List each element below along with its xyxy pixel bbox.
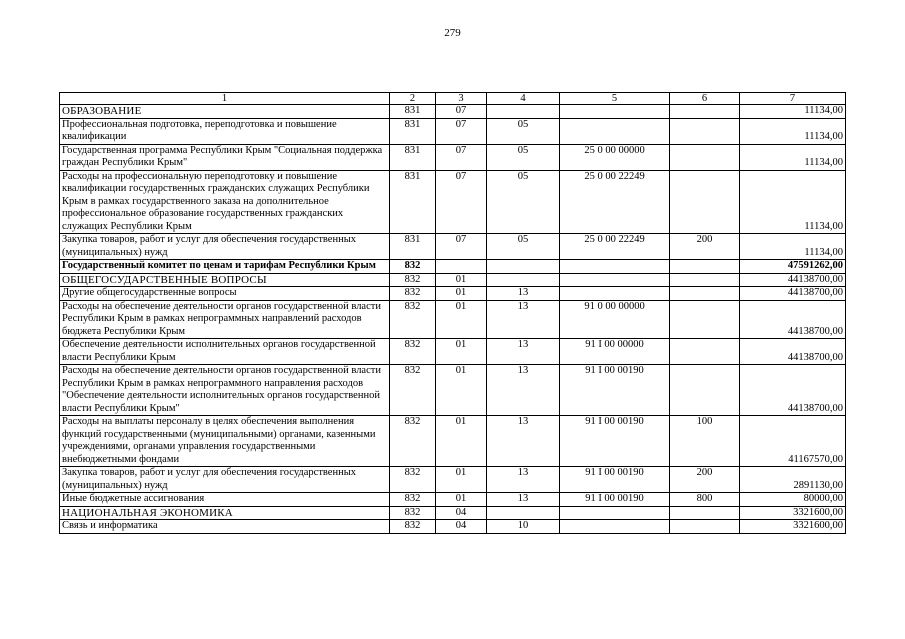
- section-code-cell: 04: [436, 506, 487, 520]
- admin-code-cell: 832: [390, 493, 436, 507]
- table-row: [60, 506, 846, 520]
- subsection-code-cell: 13: [487, 339, 560, 365]
- column-number: 5: [560, 93, 670, 105]
- row-name-cell: Иные бюджетные ассигнования: [60, 493, 390, 507]
- amount-cell: 2891130,00: [740, 467, 846, 493]
- row-name-cell: ОБРАЗОВАНИЕ: [60, 105, 390, 119]
- expense-type-cell: [670, 105, 740, 119]
- target-article-cell: [560, 260, 670, 274]
- amount-cell: 44138700,00: [740, 273, 846, 287]
- target-article-cell: 91 I 00 00190: [560, 365, 670, 416]
- section-code-cell: 01: [436, 273, 487, 287]
- table-row: [60, 300, 846, 339]
- section-code-cell: 07: [436, 105, 487, 119]
- target-article-cell: 91 I 00 00000: [560, 339, 670, 365]
- section-code-cell: [436, 260, 487, 274]
- column-number: 3: [436, 93, 487, 105]
- subsection-code-cell: 10: [487, 520, 560, 534]
- amount-cell: 11134,00: [740, 105, 846, 119]
- amount-cell: 11134,00: [740, 144, 846, 170]
- row-name-cell: Расходы на выплаты персоналу в целях обеспечения выполнения функций государственными (муниципальными) органами, казенными учреждениями, органами управления государственными внебюджетными фондами: [60, 416, 390, 467]
- subsection-code-cell: 05: [487, 144, 560, 170]
- target-article-cell: [560, 506, 670, 520]
- row-name-cell: Расходы на профессиональную переподготовку и повышение квалификации государственных гражданских служащих Республики Крым в рамках государственного заказа на дополнительное профессиональное образование государственных гражданских служащих Республики Крым: [60, 170, 390, 234]
- row-name-cell: Связь и информатика: [60, 520, 390, 534]
- subsection-code-cell: 05: [487, 118, 560, 144]
- row-name-cell: Расходы на обеспечение деятельности органов государственной власти Республики Крым в рамках непрограммного направления расходов "Обеспечение деятельности исполнительных органов государственной власти Республики Крым": [60, 365, 390, 416]
- amount-cell: 44138700,00: [740, 300, 846, 339]
- admin-code-cell: 832: [390, 520, 436, 534]
- row-name-cell: ОБЩЕГОСУДАРСТВЕННЫЕ ВОПРОСЫ: [60, 273, 390, 287]
- expense-type-cell: [670, 520, 740, 534]
- row-name-cell: Другие общегосударственные вопросы: [60, 287, 390, 301]
- table-row: [60, 416, 846, 467]
- subsection-code-cell: 05: [487, 170, 560, 234]
- subsection-code-cell: 13: [487, 287, 560, 301]
- row-name-cell: Расходы на обеспечение деятельности органов государственной власти Республики Крым в рамках непрограммных направлений расходов бюджета Республики Крым: [60, 300, 390, 339]
- expense-type-cell: [670, 287, 740, 301]
- subsection-code-cell: [487, 105, 560, 119]
- expense-type-cell: 200: [670, 234, 740, 260]
- section-code-cell: 01: [436, 365, 487, 416]
- target-article-cell: 91 I 00 00190: [560, 493, 670, 507]
- admin-code-cell: 832: [390, 506, 436, 520]
- target-article-cell: 25 0 00 00000: [560, 144, 670, 170]
- subsection-code-cell: 13: [487, 493, 560, 507]
- subsection-code-cell: 13: [487, 416, 560, 467]
- table-row: [60, 260, 846, 274]
- admin-code-cell: 832: [390, 339, 436, 365]
- expense-type-cell: [670, 506, 740, 520]
- target-article-cell: 91 0 00 00000: [560, 300, 670, 339]
- amount-cell: 3321600,00: [740, 520, 846, 534]
- target-article-cell: [560, 105, 670, 119]
- target-article-cell: 91 I 00 00190: [560, 416, 670, 467]
- amount-cell: 44138700,00: [740, 339, 846, 365]
- target-article-cell: [560, 520, 670, 534]
- subsection-code-cell: [487, 260, 560, 274]
- subsection-code-cell: 05: [487, 234, 560, 260]
- subsection-code-cell: 13: [487, 467, 560, 493]
- section-code-cell: 01: [436, 467, 487, 493]
- admin-code-cell: 831: [390, 118, 436, 144]
- target-article-cell: [560, 273, 670, 287]
- column-number: 1: [60, 93, 390, 105]
- section-code-cell: 01: [436, 416, 487, 467]
- target-article-cell: [560, 118, 670, 144]
- table-row: [60, 287, 846, 301]
- table-row: [60, 273, 846, 287]
- subsection-code-cell: 13: [487, 300, 560, 339]
- admin-code-cell: 832: [390, 300, 436, 339]
- table-row: [60, 234, 846, 260]
- amount-cell: 3321600,00: [740, 506, 846, 520]
- admin-code-cell: 831: [390, 105, 436, 119]
- table-row: [60, 467, 846, 493]
- row-name-cell: Закупка товаров, работ и услуг для обеспечения государственных (муниципальных) нужд: [60, 467, 390, 493]
- admin-code-cell: 832: [390, 287, 436, 301]
- table-row: [60, 170, 846, 234]
- row-name-cell: Государственный комитет по ценам и тарифам Республики Крым: [60, 260, 390, 274]
- expense-type-cell: [670, 118, 740, 144]
- target-article-cell: 25 0 00 22249: [560, 234, 670, 260]
- expense-type-cell: 800: [670, 493, 740, 507]
- subsection-code-cell: [487, 506, 560, 520]
- table-row: [60, 520, 846, 534]
- row-name-cell: Государственная программа Республики Крым "Социальная поддержка граждан Республики Крым": [60, 144, 390, 170]
- column-number: 2: [390, 93, 436, 105]
- column-number-row: [60, 93, 846, 105]
- page-number: 279: [444, 27, 461, 39]
- table-row: [60, 493, 846, 507]
- admin-code-cell: 831: [390, 234, 436, 260]
- subsection-code-cell: [487, 273, 560, 287]
- row-name-cell: НАЦИОНАЛЬНАЯ ЭКОНОМИКА: [60, 506, 390, 520]
- table-row: [60, 105, 846, 119]
- section-code-cell: 04: [436, 520, 487, 534]
- section-code-cell: 01: [436, 493, 487, 507]
- budget-table: [59, 92, 846, 534]
- table-row: [60, 365, 846, 416]
- table-row: [60, 339, 846, 365]
- row-name-cell: Обеспечение деятельности исполнительных органов государственной власти Республики Крым: [60, 339, 390, 365]
- section-code-cell: 01: [436, 300, 487, 339]
- section-code-cell: 01: [436, 287, 487, 301]
- section-code-cell: 07: [436, 144, 487, 170]
- column-number: 6: [670, 93, 740, 105]
- expense-type-cell: [670, 339, 740, 365]
- amount-cell: 44138700,00: [740, 287, 846, 301]
- admin-code-cell: 832: [390, 273, 436, 287]
- target-article-cell: 25 0 00 22249: [560, 170, 670, 234]
- target-article-cell: [560, 287, 670, 301]
- expense-type-cell: [670, 260, 740, 274]
- amount-cell: 80000,00: [740, 493, 846, 507]
- amount-cell: 11134,00: [740, 118, 846, 144]
- column-number: 4: [487, 93, 560, 105]
- expense-type-cell: 100: [670, 416, 740, 467]
- admin-code-cell: 831: [390, 144, 436, 170]
- column-number: 7: [740, 93, 846, 105]
- admin-code-cell: 831: [390, 170, 436, 234]
- admin-code-cell: 832: [390, 467, 436, 493]
- section-code-cell: 07: [436, 234, 487, 260]
- expense-type-cell: 200: [670, 467, 740, 493]
- amount-cell: 47591262,00: [740, 260, 846, 274]
- expense-type-cell: [670, 365, 740, 416]
- amount-cell: 11134,00: [740, 234, 846, 260]
- target-article-cell: 91 I 00 00190: [560, 467, 670, 493]
- table-row: [60, 144, 846, 170]
- expense-type-cell: [670, 144, 740, 170]
- expense-type-cell: [670, 300, 740, 339]
- expense-type-cell: [670, 170, 740, 234]
- subsection-code-cell: 13: [487, 365, 560, 416]
- row-name-cell: Закупка товаров, работ и услуг для обеспечения государственных (муниципальных) нужд: [60, 234, 390, 260]
- section-code-cell: 07: [436, 170, 487, 234]
- amount-cell: 11134,00: [740, 170, 846, 234]
- section-code-cell: 01: [436, 339, 487, 365]
- amount-cell: 41167570,00: [740, 416, 846, 467]
- admin-code-cell: 832: [390, 416, 436, 467]
- row-name-cell: Профессиональная подготовка, переподготовка и повышение квалификации: [60, 118, 390, 144]
- admin-code-cell: 832: [390, 260, 436, 274]
- table-row: [60, 118, 846, 144]
- expense-type-cell: [670, 273, 740, 287]
- amount-cell: 44138700,00: [740, 365, 846, 416]
- section-code-cell: 07: [436, 118, 487, 144]
- admin-code-cell: 832: [390, 365, 436, 416]
